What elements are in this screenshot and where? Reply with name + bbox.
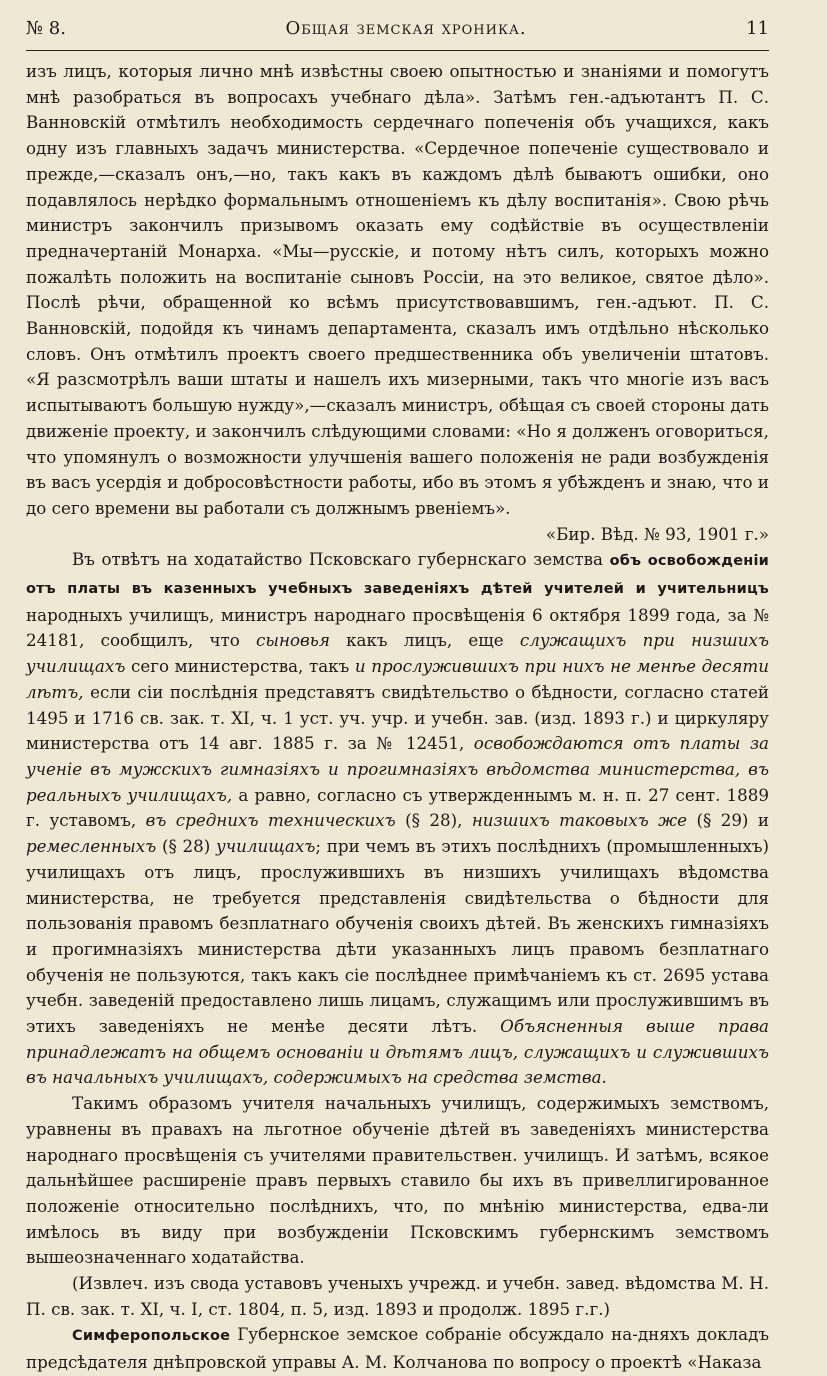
header-rule [26,50,769,51]
bold-phrase: объ освобожденіи отъ платы въ казенныхъ учебныхъ заведеніяхъ дѣтей учителей и учительницъ [26,553,770,598]
text-span: Губернское земское собраніе обсуждало на-дняхъ докладъ предсѣдателя днѣпровской управы А. М. Колчанова по вопросу о проектѣ «Наказа [26,1324,769,1373]
text-span: народныхъ училищъ, министръ народнаго просвѣщенія 6 октября 1899 года, за № 24181, сообщилъ, что [26,604,769,651]
article-body [26,59,769,1376]
italic-phrase: Объясненныя выше права принадлежатъ на общемъ основаніи и дѣтямъ лицъ, служащихъ и служившихъ въ начальныхъ училищахъ, содержимыхъ на средства земства. [26,1016,769,1088]
italic-phrase: низшихъ таковыхъ же [471,810,688,831]
italic-phrase: освобождаются отъ платы за ученіе въ мужскихъ гимназіяхъ и прогимназіяхъ вѣдомства министерства, въ реальныхъ училищахъ, [26,733,769,805]
text-span: (§ 29) и [687,810,769,831]
text-span: если сіи послѣднія представятъ свидѣтельство о бѣдности, согласно статей 1495 и 1716 св. зак. т. XI, ч. 1 уст. уч. учр. и учебн. зав. (изд. 1893 г.) и циркуляру министерства отъ 14 авг. 1885 г. за № 12451, [26,681,769,754]
running-header [26,18,769,48]
italic-phrase: служащихъ при низшихъ училищахъ [26,630,769,677]
italic-phrase: сыновья [256,630,330,651]
text-span: ; при чемъ въ этихъ послѣднихъ (промышленныхъ) училищахъ отъ лицъ, прослужившихъ въ низшихъ училищахъ вѣдомства министерства, не требуется представленія свидѣтельства о бѣдности для пользованія правомъ безплатнаго обученія своихъ дѣтей. Въ женскихъ гимназіяхъ и прогимназіяхъ министерства дѣти указанныхъ лицъ правомъ безплатнаго обученія не пользуются, такъ какъ сіе послѣднее примѣчаніемъ къ ст. 2695 устава учебн. заведеній предоставлено лишь лицамъ, служащимъ или прослужившимъ въ этихъ заведеніяхъ не менѣе десяти лѣтъ. [26,836,769,1037]
paragraph-conclusion: Такимъ образомъ учителя начальныхъ училищъ, содержимыхъ земствомъ, уравнены въ правахъ на льготное обученіе дѣтей въ заведеніяхъ министерства народнаго просвѣщенія съ учителями правительствен. училищъ. И затѣмъ, всякое дальнѣйшее расширеніе правъ первыхъ ставило бы ихъ въ привеллигированное положеніе относительно послѣднихъ, что, по мнѣнію министерства, едва-ли имѣлось въ виду при возбужденіи Псковскимъ губернскимъ земствомъ вышеозначеннаго ходатайства. [26,1093,769,1268]
source-citation: «Бир. Вѣд. № 93, 1901 г.» [545,523,769,544]
bold-phrase: Симферопольское [72,1328,231,1345]
paragraph-reference: (Извлеч. изъ свода уставовъ ученыхъ учрежд. и учебн. завед. вѣдомства М. Н. П. св. зак. т. XI, ч. I, ст. 1804, п. 5, изд. 1893 и продолж. 1895 г.г.) [26,1273,769,1319]
section-title: Общая земская хроника. [285,18,527,39]
paragraph-pskov-petition [26,547,769,1091]
text-span: (§ 28), [395,810,472,831]
text-span: а равно, согласно съ утвержденнымъ м. н. п. 27 сент. 1889 г. уставомъ, [26,784,770,831]
italic-phrase: ремесленныхъ [26,836,157,857]
page-number: 11 [746,18,769,39]
text-span: какъ лицъ, еще [329,630,520,651]
text-span: сего министерства, такъ [125,656,355,677]
italic-phrase: въ среднихъ техническихъ [145,810,396,831]
issue-number: № 8. [26,18,66,39]
italic-phrase: и прослужившихъ при нихъ не менѣе десяти лѣтъ, [26,656,769,702]
paragraph-simferopol [26,1322,769,1375]
paragraph-text: изъ лицъ, которыя лично мнѣ извѣстны своею опытностью и знаніями и помогутъ мнѣ разобраться въ вопросахъ учебнаго дѣла». Затѣмъ ген.-адъютантъ П. С. Ванновскій отмѣтилъ необходимость сердечнаго попеченія объ учащихся, какъ одну изъ главныхъ задачъ министерства. «Сердечное попеченіе существовало и прежде,—сказалъ онъ,—но, такъ какъ въ каждомъ дѣлѣ бываютъ ошибки, оно подавлялось нерѣдко формальнымъ отношеніемъ къ дѣлу воспитанія». Свою рѣчь министръ закончилъ призывомъ оказать ему содѣйствіе въ осуществленіи предначертаній Монарха. «Мы—русскіе, и потому нѣтъ силъ, которыхъ можно пожалѣть положить на воспитаніе сыновъ Россіи, на это великое, святое дѣло». Послѣ рѣчи, обращенной ко всѣмъ присутствовавшимъ, ген.-адъют. П. С. Ванновскій, подойдя къ чинамъ департамента, сказалъ имъ отдѣльно нѣсколько словъ. Онъ отмѣтилъ проектъ своего предшественника объ увеличеніи штатовъ. «Я разсмотрѣлъ ваши штаты и нашелъ ихъ мизерными, такъ что многіе изъ васъ испытываютъ большую нужду»,—сказалъ министръ, обѣщая съ своей стороны дать движеніе проекту, и закончилъ слѣдующими словами: «Но я долженъ оговориться, что упомянулъ о возможности улучшенія вашего положенія не ради возбужденія въ васъ усердія и добросовѣстности работы, ибо въ этомъ я убѣжденъ и знаю, что и до сего времени вы работали съ должнымъ рвеніемъ». [26,61,769,518]
italic-phrase: училищахъ [216,836,316,857]
text-span: (§ 28) [156,836,217,857]
text-span: Въ отвѣтъ на ходатайство Псковскаго губернскаго земства [72,549,610,570]
paragraph-minister-speech [26,59,769,522]
